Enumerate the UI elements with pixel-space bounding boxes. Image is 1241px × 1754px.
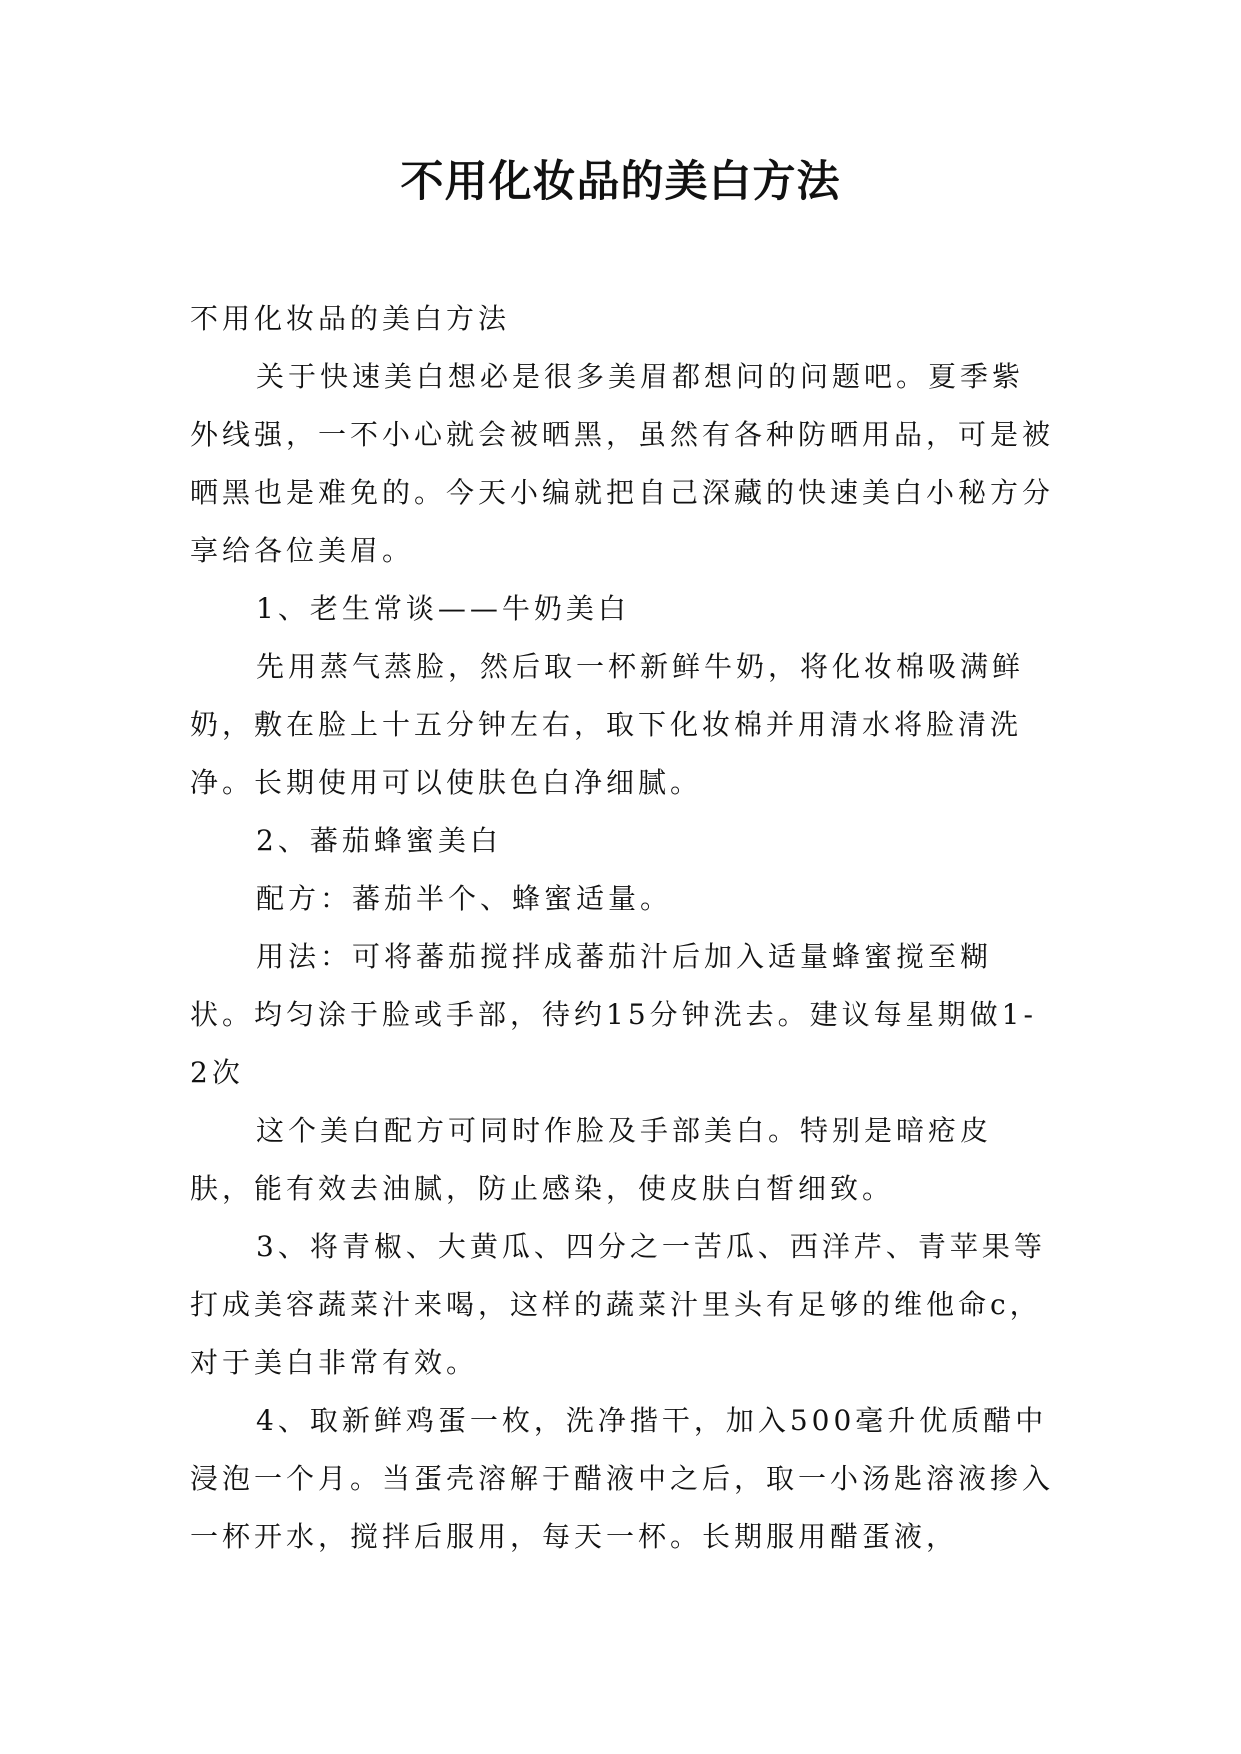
paragraph: 3、将青椒、大黄瓜、四分之一苦瓜、西洋芹、青苹果等打成美容蔬菜汁来喝，这样的蔬菜汁里头有足够的维他命c，对于美白非常有效。 [190,1230,1046,1379]
section-heading: 2、蕃茄蜂蜜美白 [256,824,502,857]
paragraph: 先用蒸气蒸脸，然后取一杯新鲜牛奶，将化妆棉吸满鲜奶，敷在脸上十五分钟左右，取下化妆棉并用清水将脸清洗净。长期使用可以使肤色白净细腻。 [190,650,1025,799]
section-heading: 1、老生常谈——牛奶美白 [256,592,630,625]
paragraph: 不用化妆品的美白方法 [190,302,511,335]
document-title: 不用化妆品的美白方法 [400,157,841,207]
document-body [190,290,1055,1566]
paragraph: 4、取新鲜鸡蛋一枚，洗净揩干，加入500毫升优质醋中浸泡一个月。当蛋壳溶解于醋液中之后，取一小汤匙溶液掺入一杯开水，搅拌后服用，每天一杯。长期服用醋蛋液， [190,1404,1055,1553]
paragraph: 关于快速美白想必是很多美眉都想问的问题吧。夏季紫外线强，一不小心就会被晒黑，虽然有各种防晒用品，可是被晒黑也是难免的。今天小编就把自己深藏的快速美白小秘方分享给各位美眉。 [190,360,1055,567]
paragraph: 配方：蕃茄半个、蜂蜜适量。 [256,882,673,915]
paragraph: 这个美白配方可同时作脸及手部美白。特别是暗疮皮肤，能有效去油腻，防止感染，使皮肤白皙细致。 [190,1114,993,1205]
paragraph: 用法：可将蕃茄搅拌成蕃茄汁后加入适量蜂蜜搅至糊状。均匀涂于脸或手部，待约15分钟洗去。建议每星期做1-2次 [190,940,1037,1089]
